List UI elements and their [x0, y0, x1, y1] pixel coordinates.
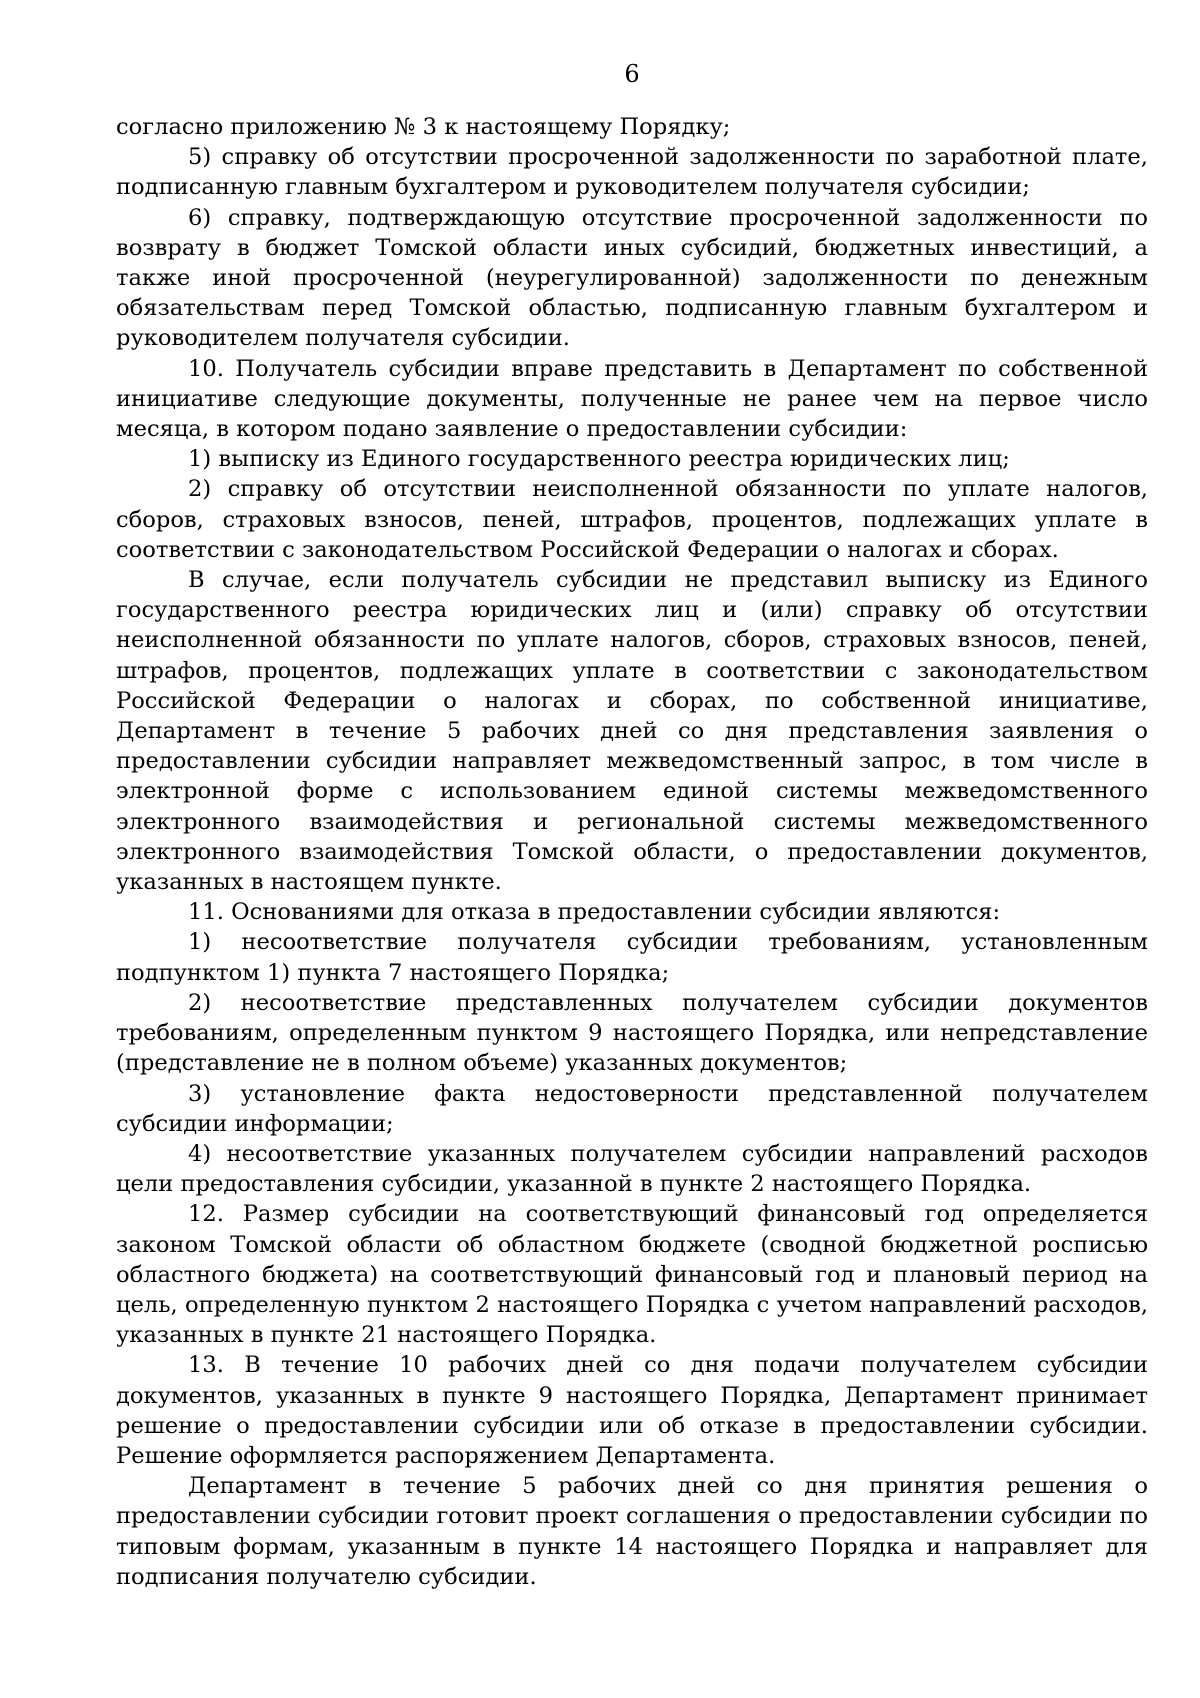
- paragraph: 10. Получатель субсидии вправе представить в Департамент по собственной инициативе следующие документы, полученные не ранее чем на первое число месяца, в котором подано заявление о предоставлении субсидии:: [116, 355, 1148, 443]
- paragraph: 13. В течение 10 рабочих дней со дня подачи получателем субсидии документов, указанных в пункте 9 настоящего Порядка, Департамент принимает решение о предоставлении субсидии или об отказе в предоставлении субсидии. Решение оформляется распоряжением Департамента.: [116, 1352, 1148, 1469]
- document-body: [116, 112, 1148, 1592]
- paragraph: 4) несоответствие указанных получателем субсидии направлений расходов цели предоставления субсидии, указанной в пункте 2 настоящего Порядка.: [116, 1140, 1148, 1198]
- paragraph: 2) справку об отсутствии неисполненной обязанности по уплате налогов, сборов, страховых взносов, пеней, штрафов, процентов, подлежащих уплате в соответствии с законодательством Российской Федерации о налогах и сборах.: [116, 476, 1148, 563]
- paragraph: 11. Основаниями для отказа в предоставлении субсидии являются:: [188, 899, 1001, 926]
- paragraph: Департамент в течение 5 рабочих дней со дня принятия решения о предоставлении субсидии готовит проект соглашения о предоставлении субсидии по типовым формам, указанным в пункте 14 настоящего Порядка и направляет для подписания получателю субсидии.: [116, 1473, 1148, 1590]
- paragraph: 1) несоответствие получателя субсидии требованиям, установленным подпунктом 1) пункта 7 настоящего Порядка;: [116, 929, 1148, 986]
- paragraph: 3) установление факта недостоверности представленной получателем субсидии информации;: [116, 1080, 1148, 1137]
- document-page: [116, 58, 1148, 1592]
- paragraph: 12. Размер субсидии на соответствующий финансовый год определяется законом Томской области об областном бюджете (сводной бюджетной росписью областного бюджета) на соответствующий финансовый год и плановый период на цель, определенную пунктом 2 настоящего Порядка с учетом направлений расходов, указанных в пункте 21 настоящего Порядка.: [116, 1201, 1148, 1349]
- paragraph: согласно приложению № 3 к настоящему Порядку;: [116, 114, 731, 140]
- page-number: 6: [624, 60, 640, 88]
- paragraph: 6) справку, подтверждающую отсутствие просроченной задолженности по возврату в бюджет Томской области иных субсидий, бюджетных инвестиций, а также иной просроченной (неурегулированной) задолженности по денежным обязательствам перед Томской областью, подписанную главным бухгалтером и руководителем получателя субсидии.: [116, 204, 1148, 352]
- paragraph: 5) справку об отсутствии просроченной задолженности по заработной плате, подписанную главным бухгалтером и руководителем получателя субсидии;: [116, 144, 1148, 201]
- paragraph: В случае, если получатель субсидии не представил выписку из Единого государственного реестра юридических лиц и (или) справку об отсутствии неисполненной обязанности по уплате налогов, сборов, страховых взносов, пеней, штрафов, процентов, подлежащих уплате в соответствии с законодательством Российской Федерации о налогах и сборах, по собственной инициативе, Департамент в течение 5 рабочих дней со дня представления заявления о предоставлении субсидии направляет межведомственный запрос, в том числе в электронной форме с использованием единой системы межведомственного электронного взаимодействия и региональной системы межведомственного электронного взаимодействия Томской области, о предоставлении документов, указанных в настоящем пункте.: [116, 567, 1148, 896]
- paragraph: 2) несоответствие представленных получателем субсидии документов требованиям, определенным пунктом 9 настоящего Порядка, или непредставление (представление не в полном объеме) указанных документов;: [116, 989, 1148, 1077]
- paragraph: 1) выписку из Единого государственного реестра юридических лиц;: [188, 446, 1010, 473]
